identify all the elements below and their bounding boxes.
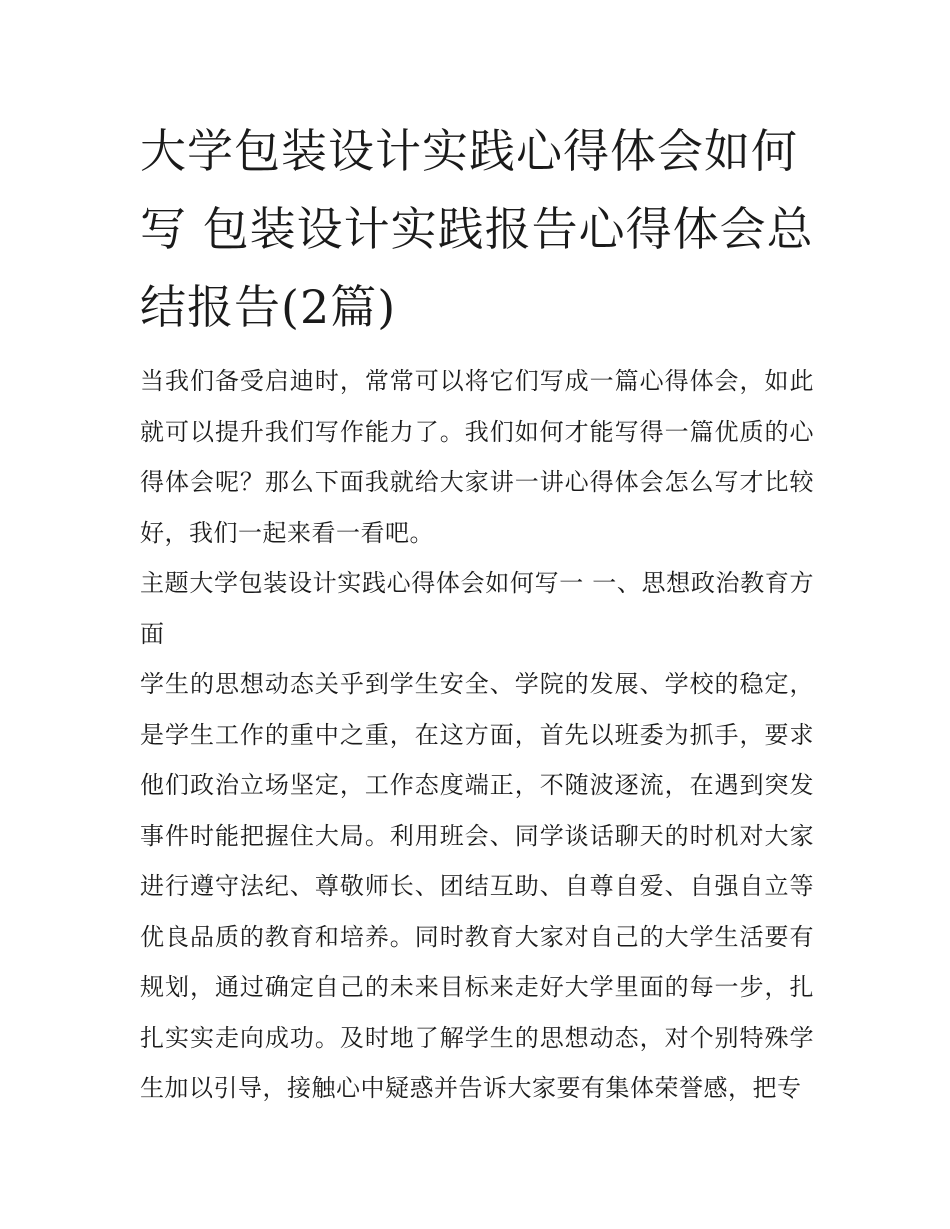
intro-paragraph: 当我们备受启迪时，常常可以将它们写成一篇心得体会，如此就可以提升我们写作能力了。我们如何才能写得一篇优质的心得体会呢？那么下面我就给大家讲一讲心得体会怎么写才比较好，我们一起来看一看吧。 [140,367,814,547]
document-title: 大学包装设计实践心得体会如何写 包装设计实践报告心得体会总结报告(2篇) [140,124,814,334]
body-paragraph: 学生的思想动态关乎到学生安全、学院的发展、学校的稳定，是学生工作的重中之重，在这方面，首先以班委为抓手，要求他们政治立场坚定，工作态度端正，不随波逐流，在遇到突发事件时能把握住大局。利用班会、同学谈话聊天的时机对大家进行遵守法纪、尊敬师长、团结互助、自尊自爱、自强自立等优良品质的教育和培养。同时教育大家对自己的大学生活要有规划，通过确定自己的未来目标来走好大学里面的每一步，扎扎实实走向成功。及时地了解学生的思想动态，对个别特殊学生加以引导，接触心中疑惑并告诉大家要有集体荣誉感，把专 [140,670,814,1102]
title-block [140,112,814,346]
section-heading-paragraph: 主题大学包装设计实践心得体会如何写一 一、思想政治教育方面 [140,569,814,648]
document-page [140,112,814,1114]
